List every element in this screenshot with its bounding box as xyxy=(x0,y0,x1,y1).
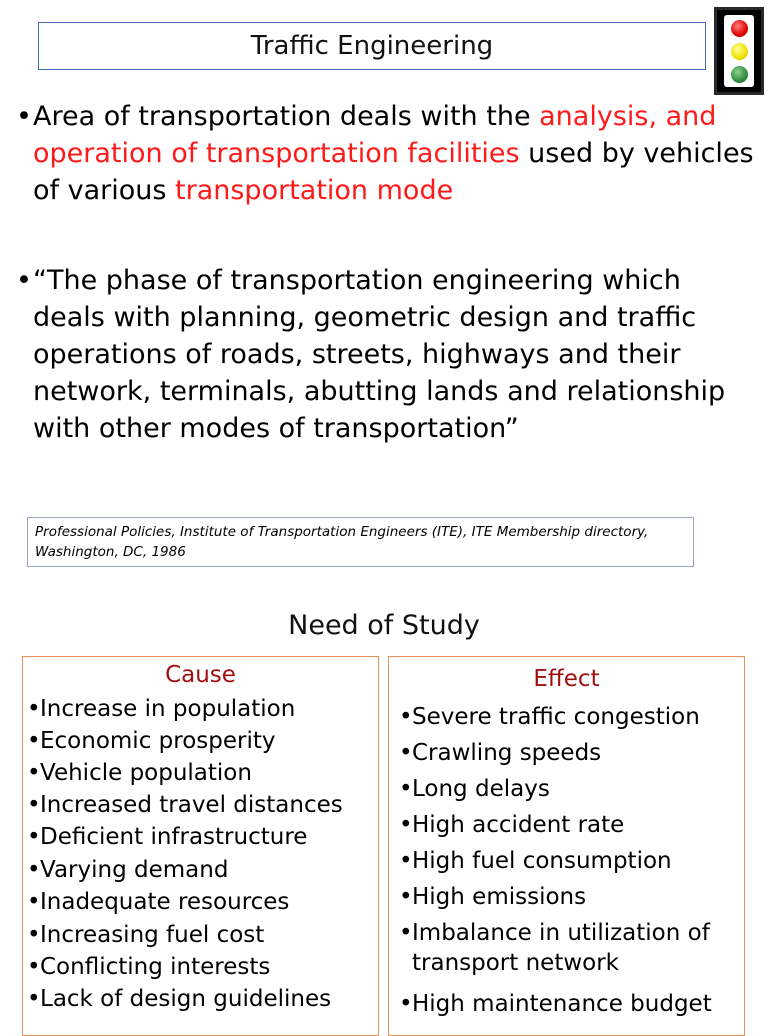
quote-bullet: • “The phase of transportation engineering which deals with planning, geometric design and traffic operations of roads, streets, highways and their network, terminals, abutting lands and relationship with other modes of transportation” xyxy=(16,262,756,447)
slide-title: Traffic Engineering xyxy=(250,31,494,61)
effect-item: •High emissions xyxy=(399,884,587,910)
reference-text: Professional Policies, Institute of Transportation Engineers (ITE), ITE Membership directory, Washington, DC, 1986 xyxy=(35,524,649,560)
definition-bullet: • Area of transportation deals with the analysis, and operation of transportation facilities used by vehicles of various transportation mode xyxy=(16,101,754,206)
bullet1-highlight-mode: transportation mode xyxy=(175,175,454,206)
cause-item: •Vehicle population xyxy=(27,760,252,786)
cause-item: •Increased travel distances xyxy=(27,792,343,818)
cause-item: •Inadequate resources xyxy=(27,889,290,915)
cause-item: •Lack of design guidelines xyxy=(27,986,332,1012)
quote-text: “The phase of transportation engineering which deals with planning, geometric design and traffic operations of roads, streets, highways and their network, terminals, abutting lands and relationship with other modes of transportation” xyxy=(33,265,726,444)
cause-item: •Increasing fuel cost xyxy=(27,922,265,948)
need-of-study-heading: Need of Study xyxy=(288,610,480,641)
effect-box xyxy=(388,656,745,1036)
slide-title-box xyxy=(38,22,706,70)
bullet1-highlight-analysis: analysis, and operation of transportation facilities xyxy=(33,101,717,169)
cause-heading: Cause xyxy=(165,662,236,688)
effect-heading: Effect xyxy=(533,666,600,692)
cause-item: •Deficient infrastructure xyxy=(27,824,308,850)
cause-box xyxy=(22,656,379,1036)
effect-item: •Imbalance in utilization of transport network xyxy=(399,920,710,976)
yellow-lamp xyxy=(731,43,748,60)
cause-item: •Conflicting interests xyxy=(27,954,271,980)
green-lamp xyxy=(731,66,748,83)
cause-item: •Varying demand xyxy=(27,857,229,883)
effect-item: •Long delays xyxy=(399,776,550,802)
effect-item: •High accident rate xyxy=(399,812,625,838)
bullet1-text-c: used by vehicles of various xyxy=(33,138,754,206)
effect-item: •Severe traffic congestion xyxy=(399,704,700,730)
traffic-light-icon xyxy=(714,7,764,95)
reference-box xyxy=(27,517,694,567)
effect-item: •High fuel consumption xyxy=(399,848,672,874)
cause-item: •Increase in population xyxy=(27,696,296,722)
red-lamp xyxy=(731,20,748,37)
effect-item: •High maintenance budget xyxy=(399,991,712,1017)
bullet1-text-a: Area of transportation deals with the xyxy=(33,101,540,132)
effect-item: •Crawling speeds xyxy=(399,740,602,766)
cause-item: •Economic prosperity xyxy=(27,728,276,754)
